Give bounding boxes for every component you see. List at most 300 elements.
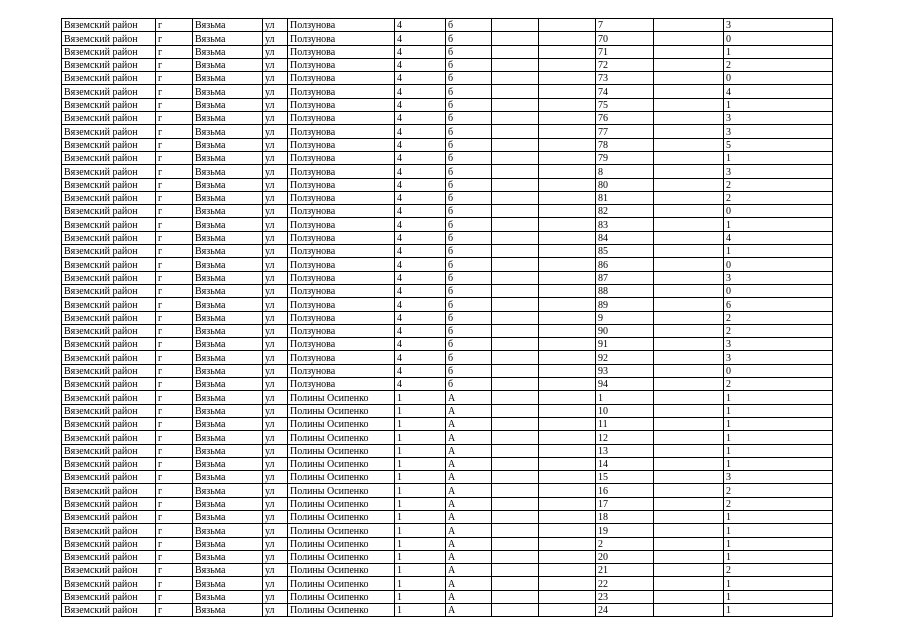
extra-cell-3: [654, 338, 724, 351]
house-number-cell: 1: [395, 510, 446, 523]
apartment-cell: 17: [596, 497, 654, 510]
house-number-cell: 4: [395, 138, 446, 151]
street-name-cell: Полины Осипенко: [288, 484, 395, 497]
extra-cell-2: [539, 218, 596, 231]
count-cell: 0: [724, 32, 833, 45]
district-cell: Вяземский район: [62, 85, 156, 98]
table-row: [62, 231, 833, 244]
building-letter-cell: А: [446, 524, 492, 537]
house-number-cell: 1: [395, 404, 446, 417]
street-name-cell: Полины Осипенко: [288, 444, 395, 457]
extra-cell-2: [539, 231, 596, 244]
extra-cell-2: [539, 245, 596, 258]
extra-cell-1: [492, 604, 539, 617]
table-row: [62, 245, 833, 258]
extra-cell-3: [654, 311, 724, 324]
table-row: [62, 284, 833, 297]
extra-cell-3: [654, 378, 724, 391]
extra-cell-1: [492, 324, 539, 337]
city-cell: Вязьма: [193, 431, 263, 444]
city-cell: Вязьма: [193, 271, 263, 284]
extra-cell-1: [492, 258, 539, 271]
street-name-cell: Полины Осипенко: [288, 457, 395, 470]
city-cell: Вязьма: [193, 577, 263, 590]
extra-cell-2: [539, 577, 596, 590]
street-name-cell: Полины Осипенко: [288, 497, 395, 510]
apartment-cell: 80: [596, 178, 654, 191]
apartment-cell: 87: [596, 271, 654, 284]
extra-cell-1: [492, 404, 539, 417]
extra-cell-3: [654, 32, 724, 45]
apartment-cell: 11: [596, 417, 654, 430]
table-row: [62, 444, 833, 457]
extra-cell-3: [654, 19, 724, 32]
street-name-cell: Ползунова: [288, 218, 395, 231]
building-letter-cell: А: [446, 417, 492, 430]
extra-cell-3: [654, 271, 724, 284]
extra-cell-2: [539, 19, 596, 32]
apartment-cell: 78: [596, 138, 654, 151]
district-cell: Вяземский район: [62, 524, 156, 537]
extra-cell-1: [492, 590, 539, 603]
street-name-cell: Ползунова: [288, 231, 395, 244]
settlement-type-cell: г: [156, 191, 193, 204]
table-body: [62, 19, 833, 617]
house-number-cell: 1: [395, 590, 446, 603]
table-row: [62, 271, 833, 284]
settlement-type-cell: г: [156, 471, 193, 484]
house-number-cell: 4: [395, 178, 446, 191]
extra-cell-2: [539, 138, 596, 151]
city-cell: Вязьма: [193, 125, 263, 138]
table-row: [62, 338, 833, 351]
building-letter-cell: А: [446, 550, 492, 563]
city-cell: Вязьма: [193, 32, 263, 45]
city-cell: Вязьма: [193, 85, 263, 98]
extra-cell-1: [492, 98, 539, 111]
street-type-cell: ул: [263, 564, 288, 577]
table-row: [62, 404, 833, 417]
apartment-cell: 16: [596, 484, 654, 497]
settlement-type-cell: г: [156, 338, 193, 351]
house-number-cell: 1: [395, 391, 446, 404]
building-letter-cell: б: [446, 351, 492, 364]
city-cell: Вязьма: [193, 524, 263, 537]
settlement-type-cell: г: [156, 391, 193, 404]
apartment-cell: 83: [596, 218, 654, 231]
extra-cell-2: [539, 497, 596, 510]
street-type-cell: ул: [263, 191, 288, 204]
city-cell: Вязьма: [193, 205, 263, 218]
street-type-cell: ул: [263, 258, 288, 271]
street-type-cell: ул: [263, 72, 288, 85]
extra-cell-3: [654, 85, 724, 98]
count-cell: 2: [724, 484, 833, 497]
house-number-cell: 1: [395, 431, 446, 444]
apartment-cell: 9: [596, 311, 654, 324]
city-cell: Вязьма: [193, 510, 263, 523]
extra-cell-1: [492, 524, 539, 537]
settlement-type-cell: г: [156, 98, 193, 111]
table-row: [62, 205, 833, 218]
city-cell: Вязьма: [193, 191, 263, 204]
city-cell: Вязьма: [193, 165, 263, 178]
count-cell: 6: [724, 298, 833, 311]
street-name-cell: Ползунова: [288, 19, 395, 32]
street-name-cell: Ползунова: [288, 311, 395, 324]
extra-cell-2: [539, 32, 596, 45]
extra-cell-2: [539, 524, 596, 537]
house-number-cell: 1: [395, 550, 446, 563]
street-type-cell: ул: [263, 537, 288, 550]
building-letter-cell: А: [446, 457, 492, 470]
extra-cell-3: [654, 404, 724, 417]
building-letter-cell: б: [446, 338, 492, 351]
house-number-cell: 4: [395, 284, 446, 297]
house-number-cell: 4: [395, 165, 446, 178]
street-type-cell: ул: [263, 417, 288, 430]
street-name-cell: Полины Осипенко: [288, 577, 395, 590]
building-letter-cell: А: [446, 604, 492, 617]
district-cell: Вяземский район: [62, 378, 156, 391]
extra-cell-1: [492, 471, 539, 484]
settlement-type-cell: г: [156, 484, 193, 497]
extra-cell-1: [492, 510, 539, 523]
settlement-type-cell: г: [156, 564, 193, 577]
district-cell: Вяземский район: [62, 125, 156, 138]
table-row: [62, 258, 833, 271]
count-cell: 0: [724, 72, 833, 85]
building-letter-cell: б: [446, 85, 492, 98]
extra-cell-2: [539, 205, 596, 218]
district-cell: Вяземский район: [62, 258, 156, 271]
extra-cell-3: [654, 125, 724, 138]
settlement-type-cell: г: [156, 378, 193, 391]
apartment-cell: 71: [596, 45, 654, 58]
extra-cell-3: [654, 98, 724, 111]
street-type-cell: ул: [263, 590, 288, 603]
settlement-type-cell: г: [156, 258, 193, 271]
apartment-cell: 81: [596, 191, 654, 204]
count-cell: 2: [724, 191, 833, 204]
street-name-cell: Ползунова: [288, 191, 395, 204]
street-type-cell: ул: [263, 98, 288, 111]
table-row: [62, 98, 833, 111]
settlement-type-cell: г: [156, 125, 193, 138]
building-letter-cell: б: [446, 151, 492, 164]
street-name-cell: Полины Осипенко: [288, 391, 395, 404]
house-number-cell: 4: [395, 85, 446, 98]
city-cell: Вязьма: [193, 590, 263, 603]
house-number-cell: 1: [395, 417, 446, 430]
district-cell: Вяземский район: [62, 191, 156, 204]
district-cell: Вяземский район: [62, 484, 156, 497]
table-row: [62, 112, 833, 125]
building-letter-cell: б: [446, 258, 492, 271]
district-cell: Вяземский район: [62, 351, 156, 364]
apartment-cell: 1: [596, 391, 654, 404]
house-number-cell: 4: [395, 271, 446, 284]
house-number-cell: 4: [395, 58, 446, 71]
apartment-cell: 94: [596, 378, 654, 391]
apartment-cell: 19: [596, 524, 654, 537]
table-row: [62, 510, 833, 523]
street-type-cell: ул: [263, 391, 288, 404]
settlement-type-cell: г: [156, 178, 193, 191]
extra-cell-1: [492, 191, 539, 204]
count-cell: 1: [724, 537, 833, 550]
extra-cell-1: [492, 311, 539, 324]
district-cell: Вяземский район: [62, 604, 156, 617]
apartment-cell: 10: [596, 404, 654, 417]
district-cell: Вяземский район: [62, 590, 156, 603]
extra-cell-3: [654, 45, 724, 58]
district-cell: Вяземский район: [62, 284, 156, 297]
street-type-cell: ул: [263, 112, 288, 125]
district-cell: Вяземский район: [62, 471, 156, 484]
building-letter-cell: б: [446, 112, 492, 125]
extra-cell-2: [539, 564, 596, 577]
city-cell: Вязьма: [193, 284, 263, 297]
extra-cell-2: [539, 125, 596, 138]
settlement-type-cell: г: [156, 45, 193, 58]
house-number-cell: 4: [395, 151, 446, 164]
extra-cell-1: [492, 364, 539, 377]
extra-cell-1: [492, 577, 539, 590]
extra-cell-1: [492, 431, 539, 444]
extra-cell-3: [654, 524, 724, 537]
settlement-type-cell: г: [156, 231, 193, 244]
extra-cell-2: [539, 58, 596, 71]
district-cell: Вяземский район: [62, 245, 156, 258]
street-type-cell: ул: [263, 431, 288, 444]
apartment-cell: 2: [596, 537, 654, 550]
settlement-type-cell: г: [156, 112, 193, 125]
street-type-cell: ул: [263, 550, 288, 563]
street-type-cell: ул: [263, 58, 288, 71]
settlement-type-cell: г: [156, 417, 193, 430]
count-cell: 1: [724, 218, 833, 231]
house-number-cell: 4: [395, 245, 446, 258]
city-cell: Вязьма: [193, 417, 263, 430]
extra-cell-2: [539, 444, 596, 457]
building-letter-cell: б: [446, 231, 492, 244]
extra-cell-3: [654, 550, 724, 563]
street-name-cell: Ползунова: [288, 165, 395, 178]
city-cell: Вязьма: [193, 19, 263, 32]
extra-cell-1: [492, 32, 539, 45]
house-number-cell: 1: [395, 524, 446, 537]
building-letter-cell: А: [446, 431, 492, 444]
district-cell: Вяземский район: [62, 98, 156, 111]
extra-cell-3: [654, 537, 724, 550]
street-type-cell: ул: [263, 510, 288, 523]
extra-cell-1: [492, 497, 539, 510]
house-number-cell: 4: [395, 351, 446, 364]
city-cell: Вязьма: [193, 564, 263, 577]
settlement-type-cell: г: [156, 151, 193, 164]
building-letter-cell: б: [446, 324, 492, 337]
street-type-cell: ул: [263, 457, 288, 470]
city-cell: Вязьма: [193, 98, 263, 111]
house-number-cell: 4: [395, 258, 446, 271]
count-cell: 1: [724, 98, 833, 111]
apartment-cell: 70: [596, 32, 654, 45]
district-cell: Вяземский район: [62, 510, 156, 523]
building-letter-cell: А: [446, 497, 492, 510]
street-type-cell: ул: [263, 45, 288, 58]
apartment-cell: 79: [596, 151, 654, 164]
count-cell: 1: [724, 417, 833, 430]
apartment-cell: 8: [596, 165, 654, 178]
extra-cell-1: [492, 351, 539, 364]
street-type-cell: ул: [263, 351, 288, 364]
settlement-type-cell: г: [156, 138, 193, 151]
apartment-cell: 86: [596, 258, 654, 271]
building-letter-cell: б: [446, 191, 492, 204]
extra-cell-2: [539, 165, 596, 178]
extra-cell-3: [654, 151, 724, 164]
table-row: [62, 577, 833, 590]
building-letter-cell: А: [446, 444, 492, 457]
extra-cell-1: [492, 271, 539, 284]
table-row: [62, 138, 833, 151]
apartment-cell: 21: [596, 564, 654, 577]
extra-cell-3: [654, 471, 724, 484]
extra-cell-2: [539, 364, 596, 377]
street-type-cell: ул: [263, 444, 288, 457]
street-type-cell: ул: [263, 165, 288, 178]
apartment-cell: 72: [596, 58, 654, 71]
apartment-cell: 15: [596, 471, 654, 484]
city-cell: Вязьма: [193, 298, 263, 311]
table-row: [62, 324, 833, 337]
district-cell: Вяземский район: [62, 218, 156, 231]
house-number-cell: 4: [395, 205, 446, 218]
table-row: [62, 417, 833, 430]
settlement-type-cell: г: [156, 457, 193, 470]
building-letter-cell: б: [446, 271, 492, 284]
street-type-cell: ул: [263, 604, 288, 617]
extra-cell-2: [539, 457, 596, 470]
table-row: [62, 178, 833, 191]
street-name-cell: Полины Осипенко: [288, 417, 395, 430]
count-cell: 4: [724, 85, 833, 98]
street-type-cell: ул: [263, 404, 288, 417]
extra-cell-2: [539, 391, 596, 404]
settlement-type-cell: г: [156, 218, 193, 231]
building-letter-cell: б: [446, 178, 492, 191]
building-letter-cell: б: [446, 72, 492, 85]
count-cell: 0: [724, 258, 833, 271]
district-cell: Вяземский район: [62, 537, 156, 550]
table-row: [62, 457, 833, 470]
house-number-cell: 1: [395, 471, 446, 484]
settlement-type-cell: г: [156, 497, 193, 510]
extra-cell-3: [654, 58, 724, 71]
house-number-cell: 1: [395, 444, 446, 457]
district-cell: Вяземский район: [62, 497, 156, 510]
house-number-cell: 4: [395, 98, 446, 111]
extra-cell-2: [539, 351, 596, 364]
street-name-cell: Полины Осипенко: [288, 604, 395, 617]
house-number-cell: 1: [395, 537, 446, 550]
extra-cell-3: [654, 284, 724, 297]
extra-cell-1: [492, 338, 539, 351]
city-cell: Вязьма: [193, 324, 263, 337]
street-name-cell: Ползунова: [288, 125, 395, 138]
extra-cell-1: [492, 245, 539, 258]
house-number-cell: 4: [395, 112, 446, 125]
extra-cell-2: [539, 271, 596, 284]
building-letter-cell: А: [446, 484, 492, 497]
extra-cell-2: [539, 537, 596, 550]
street-name-cell: Ползунова: [288, 351, 395, 364]
city-cell: Вязьма: [193, 484, 263, 497]
apartment-cell: 18: [596, 510, 654, 523]
street-name-cell: Ползунова: [288, 151, 395, 164]
count-cell: 1: [724, 431, 833, 444]
district-cell: Вяземский район: [62, 311, 156, 324]
apartment-cell: 24: [596, 604, 654, 617]
city-cell: Вязьма: [193, 604, 263, 617]
district-cell: Вяземский район: [62, 457, 156, 470]
street-name-cell: Полины Осипенко: [288, 431, 395, 444]
house-number-cell: 4: [395, 191, 446, 204]
house-number-cell: 4: [395, 364, 446, 377]
table-row: [62, 351, 833, 364]
building-letter-cell: б: [446, 311, 492, 324]
district-cell: Вяземский район: [62, 45, 156, 58]
house-number-cell: 1: [395, 604, 446, 617]
extra-cell-2: [539, 550, 596, 563]
settlement-type-cell: г: [156, 85, 193, 98]
building-letter-cell: б: [446, 205, 492, 218]
extra-cell-2: [539, 604, 596, 617]
table-row: [62, 85, 833, 98]
settlement-type-cell: г: [156, 431, 193, 444]
street-name-cell: Ползунова: [288, 58, 395, 71]
street-name-cell: Полины Осипенко: [288, 564, 395, 577]
extra-cell-3: [654, 138, 724, 151]
apartment-cell: 76: [596, 112, 654, 125]
count-cell: 1: [724, 604, 833, 617]
table-row: [62, 484, 833, 497]
street-name-cell: Ползунова: [288, 98, 395, 111]
street-type-cell: ул: [263, 298, 288, 311]
building-letter-cell: б: [446, 125, 492, 138]
city-cell: Вязьма: [193, 404, 263, 417]
extra-cell-2: [539, 338, 596, 351]
extra-cell-1: [492, 19, 539, 32]
extra-cell-2: [539, 510, 596, 523]
extra-cell-3: [654, 178, 724, 191]
settlement-type-cell: г: [156, 444, 193, 457]
street-name-cell: Ползунова: [288, 72, 395, 85]
table-row: [62, 564, 833, 577]
extra-cell-1: [492, 550, 539, 563]
city-cell: Вязьма: [193, 138, 263, 151]
settlement-type-cell: г: [156, 604, 193, 617]
street-name-cell: Ползунова: [288, 138, 395, 151]
settlement-type-cell: г: [156, 298, 193, 311]
extra-cell-1: [492, 378, 539, 391]
count-cell: 2: [724, 178, 833, 191]
district-cell: Вяземский район: [62, 72, 156, 85]
table-row: [62, 497, 833, 510]
apartment-cell: 75: [596, 98, 654, 111]
street-name-cell: Ползунова: [288, 245, 395, 258]
